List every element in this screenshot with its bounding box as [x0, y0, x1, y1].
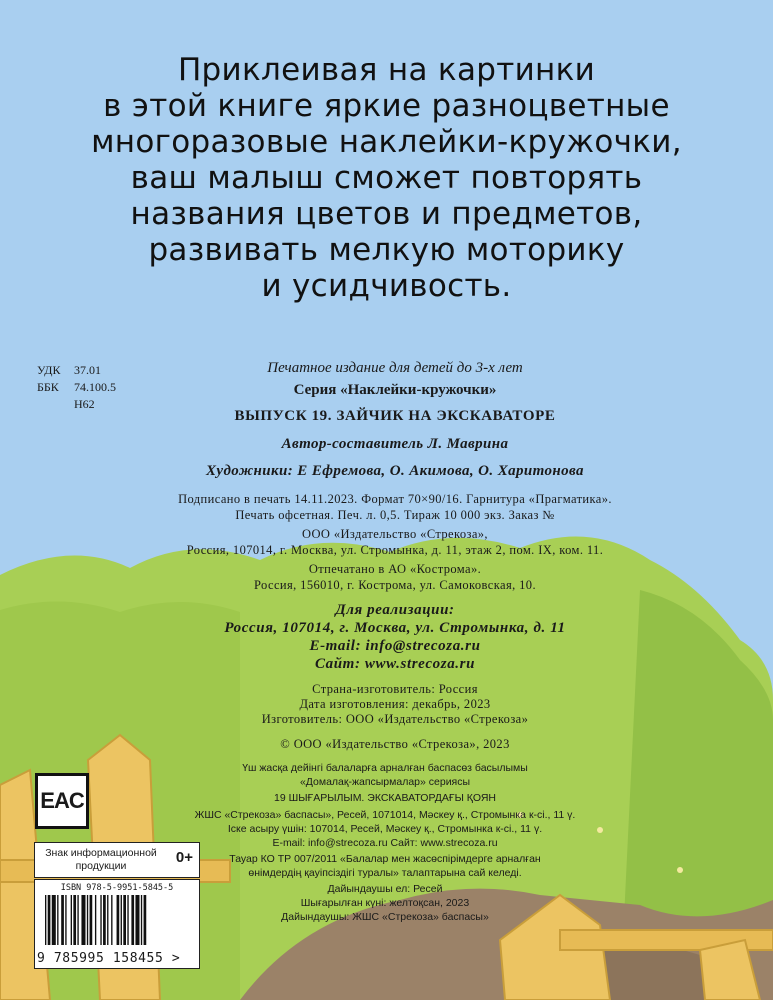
- country-of-origin: Страна-изготовитель: Россия: [312, 682, 478, 696]
- series-title: Серия «Наклейки-кружочки»: [293, 382, 497, 398]
- barcode: [34, 879, 200, 969]
- printer-address: Россия, 156010, г. Кострома, ул. Самоковская, 10.: [254, 578, 536, 592]
- print-details-2: Печать офсетная. Печ. л. 0,5. Тираж 10 000 экз. Заказ №: [235, 508, 555, 522]
- sales-email: E-mail: info@strecoza.ru: [309, 638, 481, 654]
- kazakh-line: ЖШС «Стрекоза» баспасы», Ресей, 1071014, Мәскеу қ., Стромынка к-сі., 11 ү.: [194, 809, 576, 821]
- isbn-text: ISBN 978-5-9951-5845-5: [60, 883, 174, 893]
- promo-line: многоразовые наклейки-кружочки,: [91, 124, 682, 160]
- artists-credit: Художники: Е Ефремова, О. Акимова, О. Харитонова: [206, 463, 584, 479]
- info-product-sign: [34, 842, 200, 878]
- kazakh-line: Дайындаушы ел: Ресей: [327, 883, 443, 895]
- kazakh-line: Іске асыру үшін: 107014, Ресей, Мәскеу қ., Стромынка к-сі., 11 ү.: [227, 823, 543, 835]
- promo-text: [60, 52, 713, 304]
- kazakh-line: 19 ШЫҒАРЫЛЫМ. ЭКСКАВАТОРДАҒЫ ҚОЯН: [274, 792, 496, 804]
- kazakh-line: Үш жасқа дейінгі балаларға арналған баспасөз басылымы: [242, 762, 528, 774]
- age-note: Печатное издание для детей до 3-х лет: [267, 360, 523, 376]
- kazakh-line: өнімдердің қауіпсіздігі туралы» талаптарына сай келеді.: [248, 867, 522, 879]
- kazakh-line: Дайындаушы: ЖШС «Стрекоза» баспасы»: [281, 911, 489, 923]
- udk-value: 37.01: [74, 363, 101, 377]
- promo-line: названия цветов и предметов,: [130, 196, 643, 232]
- kazakh-line: E-mail: info@strecoza.ru Сайт: www.strecoza.ru: [272, 837, 498, 849]
- sales-site: Сайт: www.strecoza.ru: [314, 656, 476, 672]
- udk-label: УДК: [37, 363, 61, 377]
- age-rating: 0+: [175, 849, 193, 866]
- manufacturer: Изготовитель: ООО «Издательство «Стрекоза»: [261, 712, 529, 726]
- issue-title: ВЫПУСК 19. ЗАЙЧИК НА ЭКСКАВАТОРЕ: [234, 408, 556, 424]
- publisher-name: ООО «Издательство «Стрекоза»,: [302, 527, 488, 541]
- kazakh-line: «Домалақ-жапсырмалар» сериясы: [299, 776, 471, 788]
- sales-heading: Для реализации:: [335, 602, 455, 618]
- print-details-1: Подписано в печать 14.11.2023. Формат 70×90/16. Гарнитура «Прагматика».: [178, 492, 612, 506]
- author-credit: Автор-составитель Л. Маврина: [281, 436, 509, 452]
- promo-line: и усидчивость.: [261, 268, 512, 304]
- eac-mark: EAC: [35, 773, 89, 829]
- promo-line: ваш малыш сможет повторять: [130, 160, 643, 196]
- bbk-value: 74.100.5: [74, 380, 116, 394]
- sales-address: Россия, 107014, г. Москва, ул. Стромынка, д. 11: [224, 620, 566, 636]
- copyright: © ООО «Издательство «Стрекоза», 2023: [280, 737, 510, 751]
- promo-line: Приклеивая на картинки: [177, 52, 596, 88]
- manufacture-date: Дата изготовления: декабрь, 2023: [299, 697, 491, 711]
- promo-line: в этой книге яркие разноцветные: [103, 88, 670, 124]
- barcode-bars: [45, 895, 191, 945]
- classification-codes: [37, 362, 116, 413]
- kazakh-line: Тауар КО ТР 007/2011 «Балалар мен жасөспірімдерге арналған: [229, 853, 541, 865]
- printer-name: Отпечатано в АО «Кострома».: [308, 562, 482, 576]
- kazakh-line: Шығарылған күні: желтоқсан, 2023: [300, 897, 470, 909]
- promo-line: развивать мелкую моторику: [148, 232, 625, 268]
- publisher-address: Россия, 107014, г. Москва, ул. Стромынка, д. 11, этаж 2, пом. IX, ком. 11.: [186, 543, 604, 557]
- bbk-label: ББК: [37, 380, 59, 394]
- info-sign-label: Знак информационной продукции: [45, 847, 157, 872]
- barcode-number: 9 785995 158455 >: [37, 951, 181, 966]
- author-mark: Н62: [74, 397, 95, 411]
